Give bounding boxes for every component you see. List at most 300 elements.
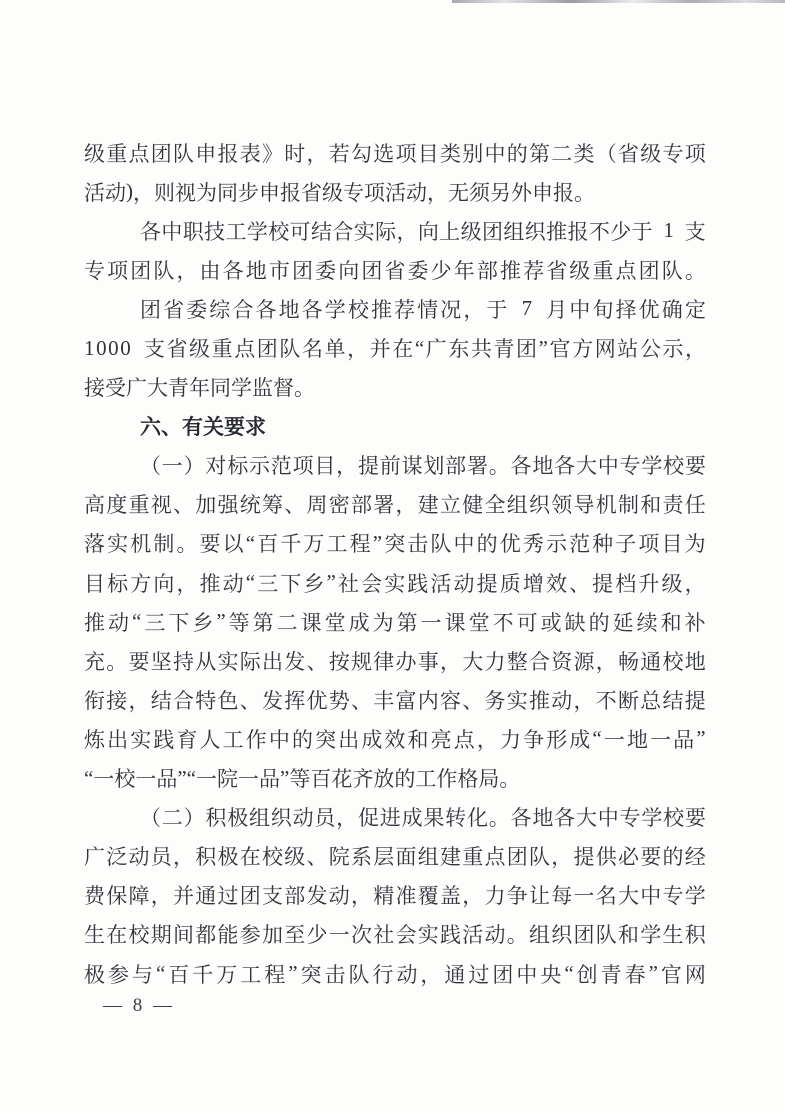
character: 中 bbox=[484, 141, 506, 166]
character: 荐 bbox=[394, 297, 416, 322]
character: 省 bbox=[384, 258, 406, 283]
character: 队 bbox=[279, 337, 301, 362]
character: 关 bbox=[203, 416, 224, 440]
character: 高 bbox=[84, 493, 105, 518]
character: ， bbox=[395, 493, 417, 518]
character: 。 bbox=[488, 806, 510, 831]
character: 精 bbox=[373, 884, 395, 909]
character: 建 bbox=[417, 493, 439, 518]
character: 参 bbox=[107, 962, 129, 987]
character: 化 bbox=[466, 806, 488, 831]
character: 全 bbox=[484, 493, 506, 518]
character: 组 bbox=[506, 493, 528, 518]
character: 前 bbox=[379, 454, 401, 479]
character: 强 bbox=[217, 493, 239, 518]
character: ， bbox=[133, 180, 154, 205]
scan-artifact-line bbox=[452, 0, 785, 3]
character: 站 bbox=[617, 337, 639, 362]
character: 央 bbox=[540, 962, 562, 987]
character: 推 bbox=[84, 610, 105, 635]
character: 要 bbox=[128, 649, 150, 674]
character: 按 bbox=[328, 649, 350, 674]
character: 课 bbox=[444, 610, 466, 635]
character: 等 bbox=[289, 767, 311, 792]
character: 二 bbox=[276, 610, 298, 635]
character: 地 bbox=[245, 258, 267, 283]
character: 面 bbox=[395, 845, 417, 870]
character: 选 bbox=[373, 141, 395, 166]
character: 成 bbox=[401, 806, 423, 831]
character: 申 bbox=[532, 180, 553, 205]
character: 以 bbox=[222, 532, 244, 557]
character: ” bbox=[648, 961, 658, 986]
character: 报 bbox=[280, 180, 301, 205]
character: 效 bbox=[545, 571, 567, 596]
character: 项 bbox=[292, 454, 314, 479]
character: 申 bbox=[259, 180, 280, 205]
character: 专 bbox=[662, 884, 684, 909]
character: 工 bbox=[225, 219, 247, 244]
character: 校 bbox=[268, 219, 290, 244]
character: 标 bbox=[107, 571, 129, 596]
character: 市 bbox=[268, 258, 290, 283]
character: ， bbox=[336, 806, 358, 831]
character: 击 bbox=[407, 532, 429, 557]
character: 况 bbox=[440, 297, 462, 322]
character: 动 bbox=[396, 962, 418, 987]
text-line bbox=[84, 563, 706, 602]
character: 突 bbox=[315, 727, 337, 752]
character: 组 bbox=[503, 219, 525, 244]
character: 成 bbox=[361, 727, 383, 752]
character: 工 bbox=[326, 532, 348, 557]
character: ， bbox=[551, 845, 573, 870]
text-line bbox=[84, 602, 706, 641]
text-line bbox=[84, 328, 706, 367]
character: 级 bbox=[640, 141, 662, 166]
character: ， bbox=[685, 337, 706, 362]
character: 重 bbox=[128, 493, 150, 518]
character: ， bbox=[476, 727, 498, 752]
character: 和 bbox=[640, 493, 662, 518]
character: 容 bbox=[440, 688, 461, 713]
character: 务 bbox=[484, 688, 506, 713]
character: 一 bbox=[603, 727, 625, 752]
character: “ bbox=[245, 570, 256, 595]
character: 、 bbox=[462, 688, 484, 713]
character: 各 bbox=[301, 297, 323, 322]
character: 专 bbox=[343, 180, 364, 205]
character: 炼 bbox=[84, 727, 105, 752]
character: 各 bbox=[222, 258, 244, 283]
character: 、 bbox=[306, 649, 328, 674]
character: 争 bbox=[523, 727, 545, 752]
character: （ bbox=[140, 454, 161, 479]
character: 中 bbox=[597, 806, 619, 831]
character: ， bbox=[595, 649, 617, 674]
character: 二 bbox=[161, 806, 183, 831]
character: 社 bbox=[337, 571, 359, 596]
character: 青 bbox=[600, 962, 622, 987]
character: 或 bbox=[540, 610, 562, 635]
character: 力 bbox=[499, 727, 521, 752]
character: 律 bbox=[373, 649, 395, 674]
character: 花 bbox=[331, 767, 353, 792]
character: 百 bbox=[310, 767, 332, 792]
text-line bbox=[84, 837, 706, 876]
character: 团 bbox=[291, 258, 313, 283]
character: 总 bbox=[640, 688, 662, 713]
character: 通 bbox=[195, 884, 217, 909]
character: 动 bbox=[292, 806, 314, 831]
character: ” bbox=[216, 609, 226, 634]
character: 组 bbox=[248, 806, 270, 831]
character: 学 bbox=[246, 219, 268, 244]
character: 每 bbox=[551, 884, 573, 909]
character: 击 bbox=[324, 962, 346, 987]
character: 中 bbox=[597, 454, 619, 479]
character: 争 bbox=[506, 884, 528, 909]
character: 程 bbox=[264, 962, 286, 987]
character: 团 bbox=[482, 219, 503, 244]
character: 地 bbox=[626, 727, 648, 752]
character: 学 bbox=[684, 884, 706, 909]
character: 择 bbox=[615, 297, 637, 322]
page-number: — 8 — bbox=[103, 995, 175, 1016]
character: 三 bbox=[144, 610, 166, 635]
character: 省 bbox=[163, 297, 185, 322]
character: “ bbox=[84, 765, 94, 790]
character: 点 bbox=[234, 337, 256, 362]
character: “ bbox=[155, 961, 166, 986]
character: 作 bbox=[436, 767, 458, 792]
character: ” bbox=[279, 765, 290, 790]
character: 突 bbox=[300, 962, 322, 987]
character: 可 bbox=[516, 610, 538, 635]
character: 公 bbox=[639, 337, 661, 362]
character: 品 bbox=[156, 767, 178, 792]
character: 动 bbox=[328, 884, 350, 909]
character: 千 bbox=[192, 962, 214, 987]
character: 果 bbox=[423, 806, 445, 831]
character: 示 bbox=[248, 454, 270, 479]
text-line bbox=[84, 876, 706, 915]
character: 种 bbox=[592, 532, 614, 557]
character: 秀 bbox=[522, 532, 544, 557]
character: 校 bbox=[347, 297, 369, 322]
character: 须 bbox=[469, 180, 490, 205]
character: 第 bbox=[252, 610, 274, 635]
character: 少 bbox=[430, 258, 452, 283]
character: 网 bbox=[594, 337, 616, 362]
character: ） bbox=[183, 806, 205, 831]
character: 建 bbox=[440, 845, 461, 870]
character: 要 bbox=[224, 416, 245, 440]
character: 目 bbox=[314, 454, 336, 479]
character: 优 bbox=[638, 297, 660, 322]
character: 推 bbox=[499, 258, 521, 283]
character: ， bbox=[427, 180, 448, 205]
character: 级 bbox=[322, 180, 343, 205]
character: 人 bbox=[199, 727, 221, 752]
character: 确 bbox=[661, 297, 683, 322]
section-heading bbox=[84, 407, 706, 446]
character: 和 bbox=[660, 610, 682, 635]
character: 队 bbox=[348, 962, 370, 987]
character: 校 bbox=[663, 806, 685, 831]
character: 三 bbox=[257, 571, 279, 596]
character: 极 bbox=[84, 962, 105, 987]
text-line bbox=[84, 211, 706, 250]
character: 中 bbox=[453, 532, 475, 557]
character: 春 bbox=[624, 962, 646, 987]
character: 积 bbox=[684, 923, 706, 948]
character: 项 bbox=[107, 258, 129, 283]
character: 情 bbox=[417, 297, 439, 322]
character: 次 bbox=[351, 923, 372, 948]
character: 必 bbox=[618, 845, 639, 870]
character: 缺 bbox=[564, 610, 586, 635]
character: 方 bbox=[572, 337, 594, 362]
character: 0 bbox=[96, 335, 107, 360]
character: 落 bbox=[84, 532, 105, 557]
character: 、 bbox=[569, 571, 591, 596]
character: 势 bbox=[328, 688, 350, 713]
character: 示 bbox=[662, 337, 684, 362]
character: 。 bbox=[499, 767, 521, 792]
character: 色 bbox=[217, 688, 239, 713]
character: 费 bbox=[84, 884, 105, 909]
text-line bbox=[84, 368, 706, 407]
character: 制 bbox=[618, 493, 639, 518]
character: ， bbox=[420, 962, 442, 987]
character: 于 bbox=[486, 297, 508, 322]
character: 队 bbox=[173, 141, 194, 166]
character: 程 bbox=[349, 532, 371, 557]
character: 通 bbox=[444, 962, 466, 987]
character: 工 bbox=[222, 727, 244, 752]
character: 范 bbox=[270, 454, 292, 479]
character: ， bbox=[396, 219, 418, 244]
character: 并 bbox=[369, 337, 391, 362]
character: 无 bbox=[448, 180, 469, 205]
character: ， bbox=[173, 845, 194, 870]
character: 供 bbox=[595, 845, 617, 870]
character: 周 bbox=[306, 493, 328, 518]
character: 级 bbox=[189, 337, 211, 362]
character: 署 bbox=[466, 454, 488, 479]
character: 行 bbox=[372, 962, 394, 987]
character: 办 bbox=[395, 649, 417, 674]
character: 准 bbox=[395, 884, 417, 909]
character: 统 bbox=[239, 493, 261, 518]
character: 团 bbox=[130, 258, 152, 283]
character: 报 bbox=[553, 180, 574, 205]
character: 0 bbox=[120, 335, 131, 360]
character: 实 bbox=[384, 571, 406, 596]
character: 专 bbox=[619, 454, 641, 479]
character: 活 bbox=[462, 923, 484, 948]
character: 充 bbox=[84, 649, 105, 674]
character: 进 bbox=[379, 806, 401, 831]
character: 委 bbox=[186, 297, 208, 322]
character: 省 bbox=[166, 337, 188, 362]
character: 升 bbox=[638, 571, 660, 596]
character: 积 bbox=[195, 845, 217, 870]
character: 各 bbox=[140, 219, 161, 244]
character: 省 bbox=[546, 258, 568, 283]
character: 层 bbox=[373, 845, 395, 870]
character: 从 bbox=[195, 649, 217, 674]
character: 合 bbox=[173, 688, 194, 713]
character: ， bbox=[176, 258, 198, 283]
character: 项 bbox=[364, 180, 385, 205]
character: 织 bbox=[529, 493, 550, 518]
character: ， bbox=[128, 688, 150, 713]
character: 1 bbox=[663, 218, 674, 243]
character: 、 bbox=[173, 493, 194, 518]
character: 动 bbox=[453, 571, 475, 596]
character: 广 bbox=[126, 376, 147, 401]
character: 报 bbox=[567, 219, 589, 244]
character: 点 bbox=[615, 258, 637, 283]
character: 并 bbox=[173, 884, 194, 909]
character: 。 bbox=[506, 923, 528, 948]
character: 出 bbox=[262, 649, 283, 674]
character: 参 bbox=[239, 923, 261, 948]
text-line bbox=[84, 954, 706, 993]
text-line bbox=[84, 680, 706, 719]
character: 级 bbox=[661, 571, 683, 596]
character: 则 bbox=[154, 180, 175, 205]
character: 提 bbox=[592, 571, 614, 596]
character: 提 bbox=[357, 454, 379, 479]
character: 一 bbox=[650, 727, 672, 752]
character: 定 bbox=[684, 297, 706, 322]
character: 委 bbox=[315, 258, 337, 283]
character: 级 bbox=[284, 845, 306, 870]
character: 项 bbox=[684, 141, 706, 166]
character: 实 bbox=[130, 727, 152, 752]
character: 队 bbox=[595, 923, 617, 948]
character: 放 bbox=[373, 767, 395, 792]
character: 资 bbox=[551, 649, 573, 674]
character: 动 bbox=[128, 845, 150, 870]
character: 子 bbox=[615, 532, 637, 557]
character: ” bbox=[326, 570, 336, 595]
character: 创 bbox=[576, 962, 598, 987]
character: 少 bbox=[306, 923, 328, 948]
character: 制 bbox=[153, 532, 175, 557]
character: 各 bbox=[554, 454, 576, 479]
character: 力 bbox=[484, 884, 506, 909]
character: 有 bbox=[182, 416, 203, 440]
character: 、 bbox=[161, 416, 182, 440]
character: 大 bbox=[618, 884, 639, 909]
character: 荐 bbox=[523, 258, 545, 283]
character: 。 bbox=[488, 454, 510, 479]
character: 学 bbox=[324, 297, 346, 322]
character: ， bbox=[684, 571, 706, 596]
character: 会 bbox=[361, 571, 383, 596]
character: 推 bbox=[529, 688, 550, 713]
character: 东 bbox=[448, 337, 470, 362]
character: 划 bbox=[423, 454, 445, 479]
character: 同 bbox=[210, 376, 231, 401]
character: 重 bbox=[462, 845, 484, 870]
character: 重 bbox=[211, 337, 233, 362]
character: 重 bbox=[106, 141, 128, 166]
character: 同 bbox=[217, 180, 238, 205]
character: 点 bbox=[453, 727, 475, 752]
character: 乡 bbox=[303, 571, 325, 596]
character: 中 bbox=[161, 219, 183, 244]
character: 一 bbox=[328, 923, 350, 948]
character: 示 bbox=[545, 532, 567, 557]
character: 学 bbox=[641, 806, 663, 831]
character: 要 bbox=[199, 532, 221, 557]
character: 导 bbox=[573, 493, 595, 518]
character: 成 bbox=[348, 610, 370, 635]
character: 践 bbox=[153, 727, 175, 752]
character: 院 bbox=[216, 767, 238, 792]
character: 委 bbox=[407, 258, 429, 283]
character: 动 bbox=[222, 571, 244, 596]
character: 突 bbox=[384, 532, 406, 557]
character: 若 bbox=[328, 141, 350, 166]
character: 合 bbox=[232, 297, 254, 322]
character: 年 bbox=[453, 258, 475, 283]
character: 课 bbox=[300, 610, 322, 635]
character: 出 bbox=[338, 727, 360, 752]
character: 点 bbox=[484, 845, 506, 870]
character: 出 bbox=[107, 727, 129, 752]
character: 衔 bbox=[84, 688, 105, 713]
character: 部 bbox=[351, 493, 372, 518]
character: 一 bbox=[135, 767, 157, 792]
character: 受 bbox=[105, 376, 126, 401]
character: ， bbox=[176, 571, 198, 596]
character: 向 bbox=[153, 571, 175, 596]
character: 。 bbox=[176, 532, 198, 557]
character: 提 bbox=[476, 571, 498, 596]
character: 立 bbox=[440, 493, 461, 518]
character: 支 bbox=[262, 884, 283, 909]
character: 任 bbox=[684, 493, 706, 518]
character: 推 bbox=[546, 219, 568, 244]
character: 实 bbox=[506, 688, 528, 713]
character: “ bbox=[132, 609, 142, 634]
character: 7 bbox=[521, 296, 533, 321]
character: ， bbox=[463, 297, 485, 322]
text-line bbox=[84, 250, 706, 289]
character: 月 bbox=[546, 297, 568, 322]
character: 动 bbox=[484, 923, 506, 948]
character: 技 bbox=[204, 219, 226, 244]
character: 类 bbox=[440, 141, 461, 166]
character: 团 bbox=[140, 297, 161, 322]
character: 监 bbox=[252, 376, 273, 401]
character: 级 bbox=[460, 219, 482, 244]
character: 实 bbox=[417, 923, 439, 948]
character: 的 bbox=[476, 532, 498, 557]
character: 织 bbox=[270, 806, 292, 831]
character: 报 bbox=[217, 141, 239, 166]
text-line bbox=[84, 172, 706, 211]
character: 能 bbox=[217, 923, 239, 948]
character: 中 bbox=[516, 962, 538, 987]
text-line bbox=[84, 485, 706, 524]
